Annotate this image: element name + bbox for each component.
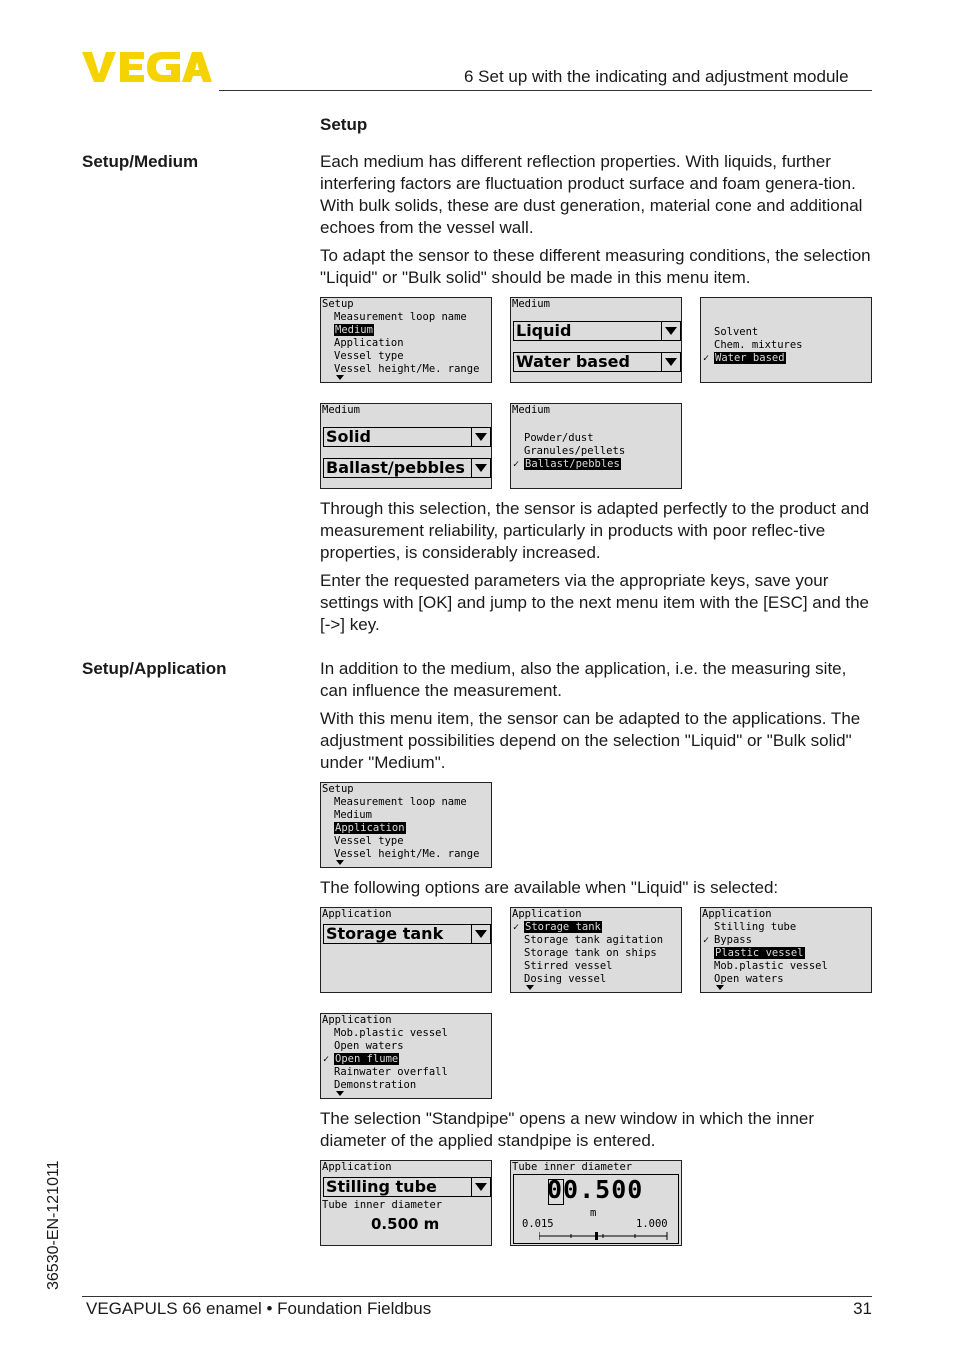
lcd-title: Setup <box>322 783 354 795</box>
lcd-option-selected[interactable]: Ballast/pebbles <box>525 458 620 470</box>
lcd-menu-item[interactable]: Measurement loop name <box>334 796 467 808</box>
lcd-title: Application <box>702 908 772 920</box>
lcd-menu-item[interactable]: Medium <box>334 809 372 821</box>
dropdown-arrow-icon[interactable] <box>661 353 680 371</box>
lcd-option-selected[interactable]: Storage tank <box>525 921 601 933</box>
application-paragraph-3 <box>320 877 876 899</box>
application-combo[interactable]: Storage tank <box>323 924 491 944</box>
document-id: 36530-EN-121011 <box>45 1160 62 1290</box>
footer-divider <box>82 1296 872 1297</box>
lcd-title: Application <box>322 1014 392 1026</box>
lcd-tube-diameter-edit <box>510 1160 682 1246</box>
lcd-stilling-tube <box>320 1160 492 1246</box>
medium-subtype-combo[interactable]: Ballast/pebbles <box>323 458 491 478</box>
paragraph-text: Each medium has different reflection properties. With liquids, further interfering factors are fluctuation product surface and foam genera-tion. With bulk solids, these are dust generation, material cone and additional echoes from the vessel wall. <box>320 152 863 237</box>
lcd-option[interactable]: Dosing vessel <box>524 973 607 985</box>
checkmark-icon: ✓ <box>323 1054 330 1065</box>
paragraph-text: The following options are available when "Liquid" is selected: <box>320 878 779 897</box>
lcd-title: Medium <box>512 404 550 416</box>
checkmark-icon: ✓ <box>513 459 520 470</box>
tube-diameter-label: Tube inner diameter <box>322 1199 443 1211</box>
range-min: 0.015 <box>522 1218 554 1230</box>
lcd-option[interactable]: Mob.plastic vessel <box>714 960 828 972</box>
tube-diameter-value[interactable]: 0.500 m <box>371 1215 440 1233</box>
lcd-option-selected[interactable]: Water based <box>715 352 785 364</box>
lcd-title: Application <box>322 908 392 920</box>
lcd-application-list-1 <box>510 907 682 993</box>
lcd-medium-liquid <box>510 297 682 383</box>
scroll-down-icon <box>336 375 344 380</box>
vega-logo <box>82 50 212 84</box>
dropdown-arrow-icon[interactable] <box>471 428 490 446</box>
medium-paragraph-4 <box>320 570 876 636</box>
lcd-menu-item-selected[interactable]: Application <box>335 822 405 834</box>
lcd-application-combo <box>320 907 492 993</box>
lcd-title: Application <box>322 1161 392 1173</box>
edit-value[interactable]: 00.500 <box>547 1175 644 1204</box>
digit-cursor <box>548 1179 564 1205</box>
checkmark-icon: ✓ <box>513 922 520 933</box>
lcd-setup-menu-application <box>320 782 492 868</box>
lcd-option[interactable]: Rainwater overfall <box>334 1066 448 1078</box>
lcd-menu-item[interactable]: Application <box>334 337 404 349</box>
paragraph-text: With this menu item, the sensor can be adapted to the applications. The adjustment possibilities depend on the selection "Liquid" or "Bulk solid" under "Medium". <box>320 709 861 772</box>
product-name: VEGAPULS 66 enamel • Foundation Fieldbus <box>86 1299 432 1318</box>
section-label-medium: Setup/Medium <box>82 152 199 171</box>
lcd-option[interactable]: Storage tank agitation <box>524 934 664 946</box>
paragraph-text: Enter the requested parameters via the appropriate keys, save your settings with [OK] and jump to the next menu item with the [ESC] and the [->] key. <box>320 571 870 634</box>
scroll-down-icon <box>336 1091 344 1096</box>
lcd-liquid-options <box>700 297 872 383</box>
scroll-down-icon <box>336 860 344 865</box>
application-paragraph-1 <box>320 658 876 702</box>
section-label-application: Setup/Application <box>82 659 227 678</box>
lcd-option-selected[interactable]: Plastic vessel <box>715 947 804 959</box>
medium-paragraph-2 <box>320 245 876 289</box>
lcd-option[interactable]: Open waters <box>334 1040 404 1052</box>
application-paragraph-2 <box>320 708 876 774</box>
lcd-setup-menu-medium <box>320 297 492 383</box>
lcd-menu-item[interactable]: Vessel height/Me. range <box>334 848 480 860</box>
page-number: 31 <box>853 1299 872 1318</box>
medium-paragraph-1 <box>320 151 876 239</box>
unit-label: m <box>590 1207 597 1219</box>
scroll-down-icon <box>526 985 534 990</box>
paragraph-text: To adapt the sensor to these different measuring conditions, the selection "Liquid" or "Bulk solid" should be made in this menu item. <box>320 246 871 287</box>
lcd-title: Application <box>512 908 582 920</box>
lcd-medium-solid <box>320 403 492 489</box>
dropdown-arrow-icon[interactable] <box>471 925 490 943</box>
page-heading: Setup <box>320 115 368 134</box>
range-max: 1.000 <box>636 1218 668 1230</box>
lcd-menu-item[interactable]: Measurement loop name <box>334 311 467 323</box>
section-title: 6 Set up with the indicating and adjustment module <box>464 67 849 86</box>
lcd-menu-item[interactable]: Vessel type <box>334 835 404 847</box>
application-combo[interactable]: Stilling tube <box>323 1177 491 1197</box>
lcd-menu-item[interactable]: Vessel type <box>334 350 404 362</box>
lcd-option-selected[interactable]: Open flume <box>335 1053 399 1065</box>
lcd-application-list-3 <box>320 1013 492 1099</box>
lcd-title: Medium <box>322 404 360 416</box>
paragraph-text: Through this selection, the sensor is adapted perfectly to the product and measurement reliability, particularly in products with poor reflec-tive properties, is considerably increased. <box>320 499 870 562</box>
lcd-option[interactable]: Solvent <box>714 326 759 338</box>
lcd-option[interactable]: Stilling tube <box>714 921 797 933</box>
lcd-option[interactable]: Granules/pellets <box>524 445 626 457</box>
dropdown-arrow-icon[interactable] <box>661 322 680 340</box>
checkmark-icon: ✓ <box>703 935 710 946</box>
checkmark-icon: ✓ <box>703 353 710 364</box>
lcd-option[interactable]: Open waters <box>714 973 784 985</box>
medium-combo[interactable]: Solid <box>323 427 491 447</box>
medium-subtype-combo[interactable]: Water based <box>513 352 681 372</box>
lcd-option[interactable]: Chem. mixtures <box>714 339 803 351</box>
paragraph-text: The selection "Standpipe" opens a new window in which the inner diameter of the applied standpipe is entered. <box>320 1109 815 1150</box>
lcd-menu-item-selected[interactable]: Medium <box>335 324 373 336</box>
lcd-title: Medium <box>512 298 550 310</box>
lcd-option[interactable]: Demonstration <box>334 1079 417 1091</box>
medium-paragraph-3 <box>320 498 876 564</box>
range-scale <box>539 1231 669 1241</box>
scroll-down-icon <box>716 985 724 990</box>
dropdown-arrow-icon[interactable] <box>471 459 490 477</box>
header-divider <box>219 90 872 91</box>
application-paragraph-4 <box>320 1108 876 1152</box>
lcd-solid-options <box>510 403 682 489</box>
lcd-option[interactable]: Bypass <box>714 934 752 946</box>
lcd-option[interactable]: Stirred vessel <box>524 960 613 972</box>
lcd-application-list-2 <box>700 907 872 993</box>
paragraph-text: In addition to the medium, also the application, i.e. the measuring site, can influence the measurement. <box>320 659 847 700</box>
lcd-title: Setup <box>322 298 354 310</box>
lcd-title: Tube inner diameter <box>512 1161 633 1173</box>
dropdown-arrow-icon[interactable] <box>471 1178 490 1196</box>
lcd-menu-item[interactable]: Vessel height/Me. range <box>334 363 480 375</box>
lcd-option[interactable]: Powder/dust <box>524 432 594 444</box>
lcd-option[interactable]: Storage tank on ships <box>524 947 657 959</box>
lcd-option[interactable]: Mob.plastic vessel <box>334 1027 448 1039</box>
medium-combo[interactable]: Liquid <box>513 321 681 341</box>
